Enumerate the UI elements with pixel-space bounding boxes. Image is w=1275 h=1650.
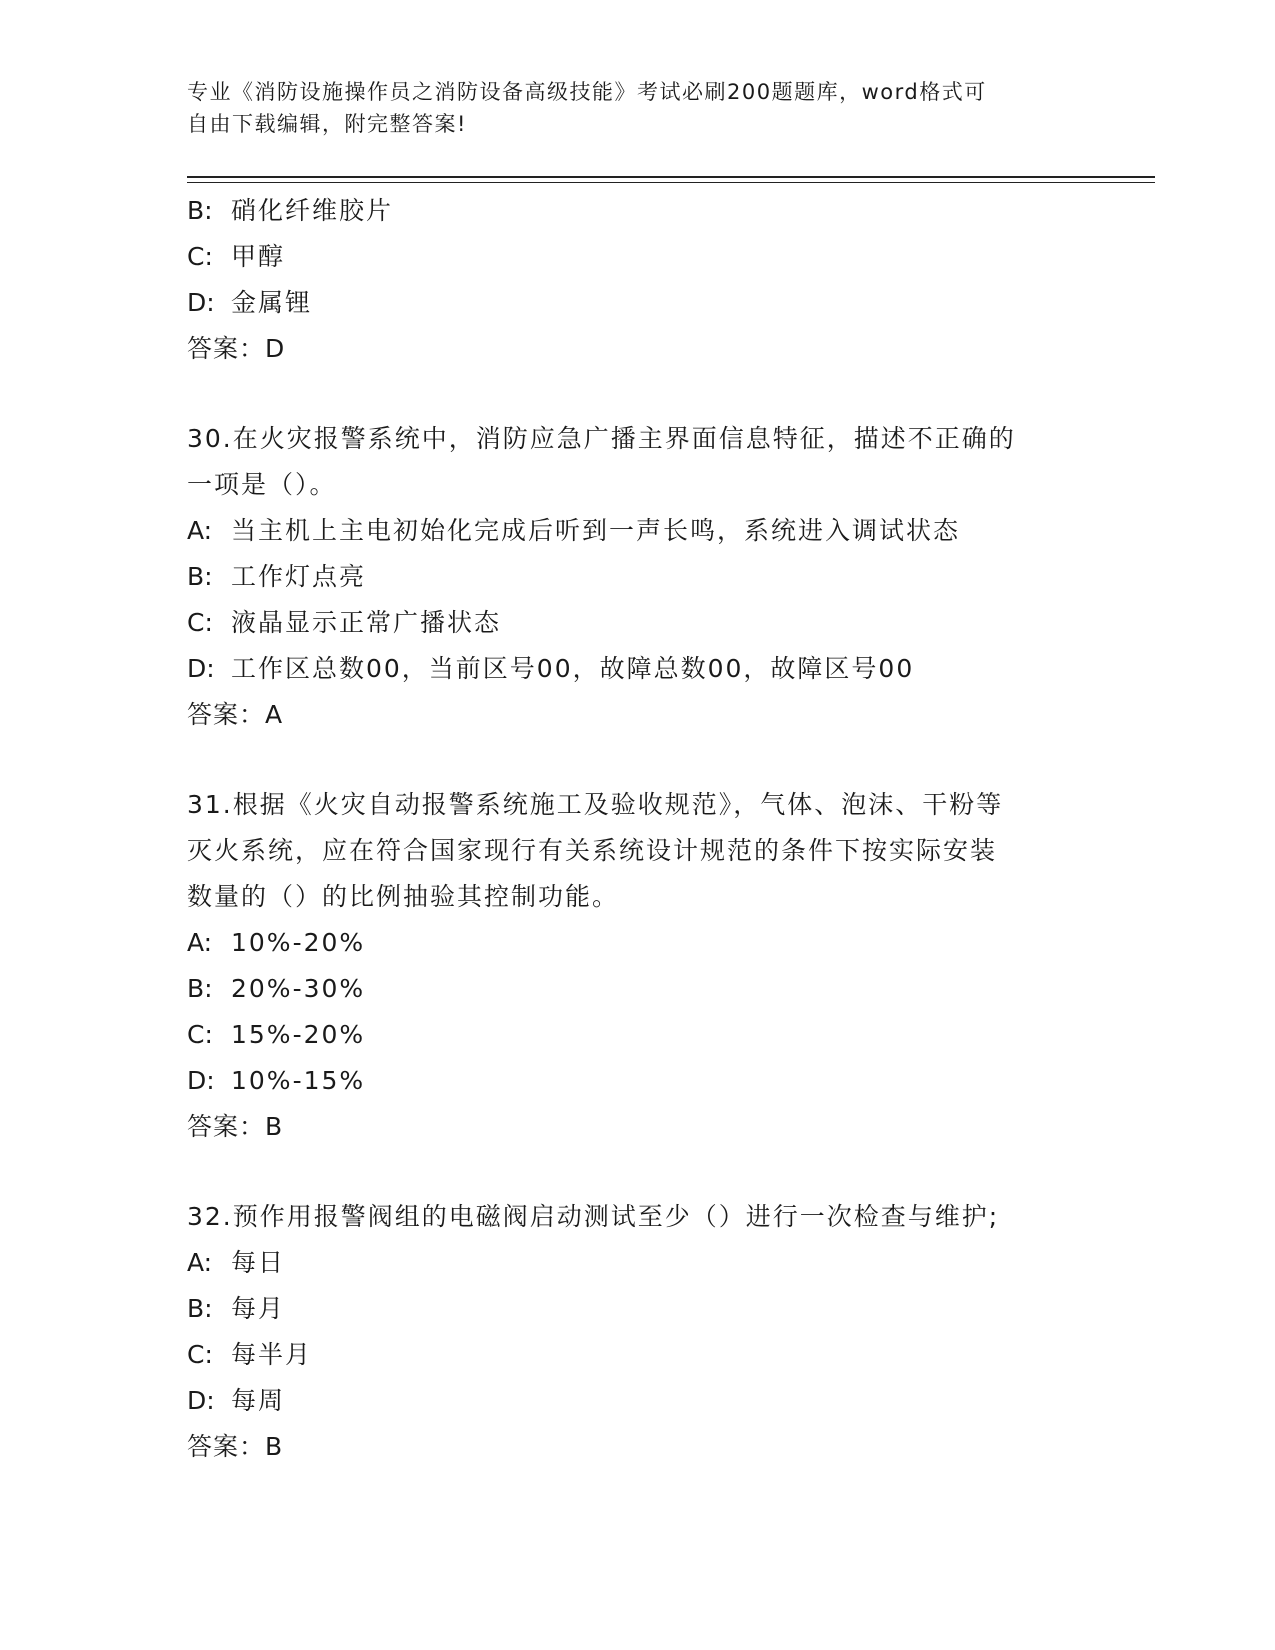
option-text: 每半月 (231, 1340, 313, 1369)
question-29-continued (187, 188, 1087, 372)
option-letter: B: (187, 562, 213, 591)
option-text: 硝化纤维胶片 (231, 196, 394, 225)
header-line-1: 专业《消防设施操作员之消防设备高级技能》考试必刷200题题库，word格式可 (187, 80, 987, 104)
option-text: 15%-20% (231, 1020, 366, 1049)
question-stem-line: 30.在火灾报警系统中，消防应急广播主界面信息特征，描述不正确的 (187, 424, 1016, 453)
spacer (187, 1150, 1087, 1194)
option-letter: A: (187, 516, 213, 545)
option-text: 每月 (231, 1294, 286, 1323)
option-c (187, 234, 1087, 280)
option-letter: B: (187, 974, 213, 1003)
option-text: 甲醇 (231, 242, 286, 271)
option-letter: C: (187, 242, 213, 271)
question-stem-line: 32.预作用报警阀组的电磁阀启动测试至少（）进行一次检查与维护; (187, 1202, 1000, 1231)
option-letter: B: (187, 1294, 213, 1323)
question-stem-line: 31.根据《火灾自动报警系统施工及验收规范》，气体、泡沫、干粉等 (187, 790, 1004, 819)
option-b (187, 188, 1087, 234)
question-list (187, 188, 1087, 1470)
question-30 (187, 416, 1087, 738)
option-letter: D: (187, 654, 215, 683)
option-letter: D: (187, 1386, 215, 1415)
spacer (187, 738, 1087, 782)
option-a (187, 920, 1087, 966)
option-a (187, 508, 1087, 554)
answer-line: 答案：B (187, 1112, 284, 1141)
option-text: 液晶显示正常广播状态 (231, 608, 502, 637)
option-b (187, 554, 1087, 600)
option-letter: A: (187, 1248, 213, 1277)
option-d (187, 1058, 1087, 1104)
option-c (187, 600, 1087, 646)
option-letter: B: (187, 196, 213, 225)
header-divider-thick (187, 176, 1155, 178)
header-divider-thin (187, 182, 1155, 183)
option-b (187, 966, 1087, 1012)
answer-line: 答案：A (187, 700, 284, 729)
option-d (187, 646, 1087, 692)
option-text: 工作灯点亮 (231, 562, 367, 591)
option-b (187, 1286, 1087, 1332)
option-text: 每周 (231, 1386, 286, 1415)
question-32 (187, 1194, 1087, 1470)
option-letter: A: (187, 928, 213, 957)
option-d (187, 280, 1087, 326)
option-letter: C: (187, 608, 213, 637)
option-text: 当主机上主电初始化完成后听到一声长鸣，系统进入调试状态 (231, 516, 961, 545)
option-text: 20%-30% (231, 974, 366, 1003)
option-text: 10%-20% (231, 928, 366, 957)
option-c (187, 1332, 1087, 1378)
option-letter: D: (187, 288, 215, 317)
option-letter: D: (187, 1066, 215, 1095)
spacer (187, 372, 1087, 416)
answer-line: 答案：D (187, 334, 286, 363)
option-text: 工作区总数00，当前区号00，故障总数00，故障区号00 (231, 654, 915, 683)
option-text: 金属锂 (231, 288, 313, 317)
question-31 (187, 782, 1087, 1150)
option-letter: C: (187, 1020, 213, 1049)
question-stem-line: 灭火系统，应在符合国家现行有关系统设计规范的条件下按实际安装 (187, 836, 998, 865)
question-stem-line: 数量的（）的比例抽验其控制功能。 (187, 882, 620, 911)
option-a (187, 1240, 1087, 1286)
option-letter: C: (187, 1340, 213, 1369)
option-c (187, 1012, 1087, 1058)
answer-line: 答案：B (187, 1432, 284, 1461)
header-line-2: 自由下载编辑，附完整答案! (187, 112, 467, 136)
option-text: 10%-15% (231, 1066, 366, 1095)
document-header (187, 76, 1087, 140)
option-d (187, 1378, 1087, 1424)
question-stem-line: 一项是（）。 (187, 470, 337, 499)
option-text: 每日 (231, 1248, 286, 1277)
